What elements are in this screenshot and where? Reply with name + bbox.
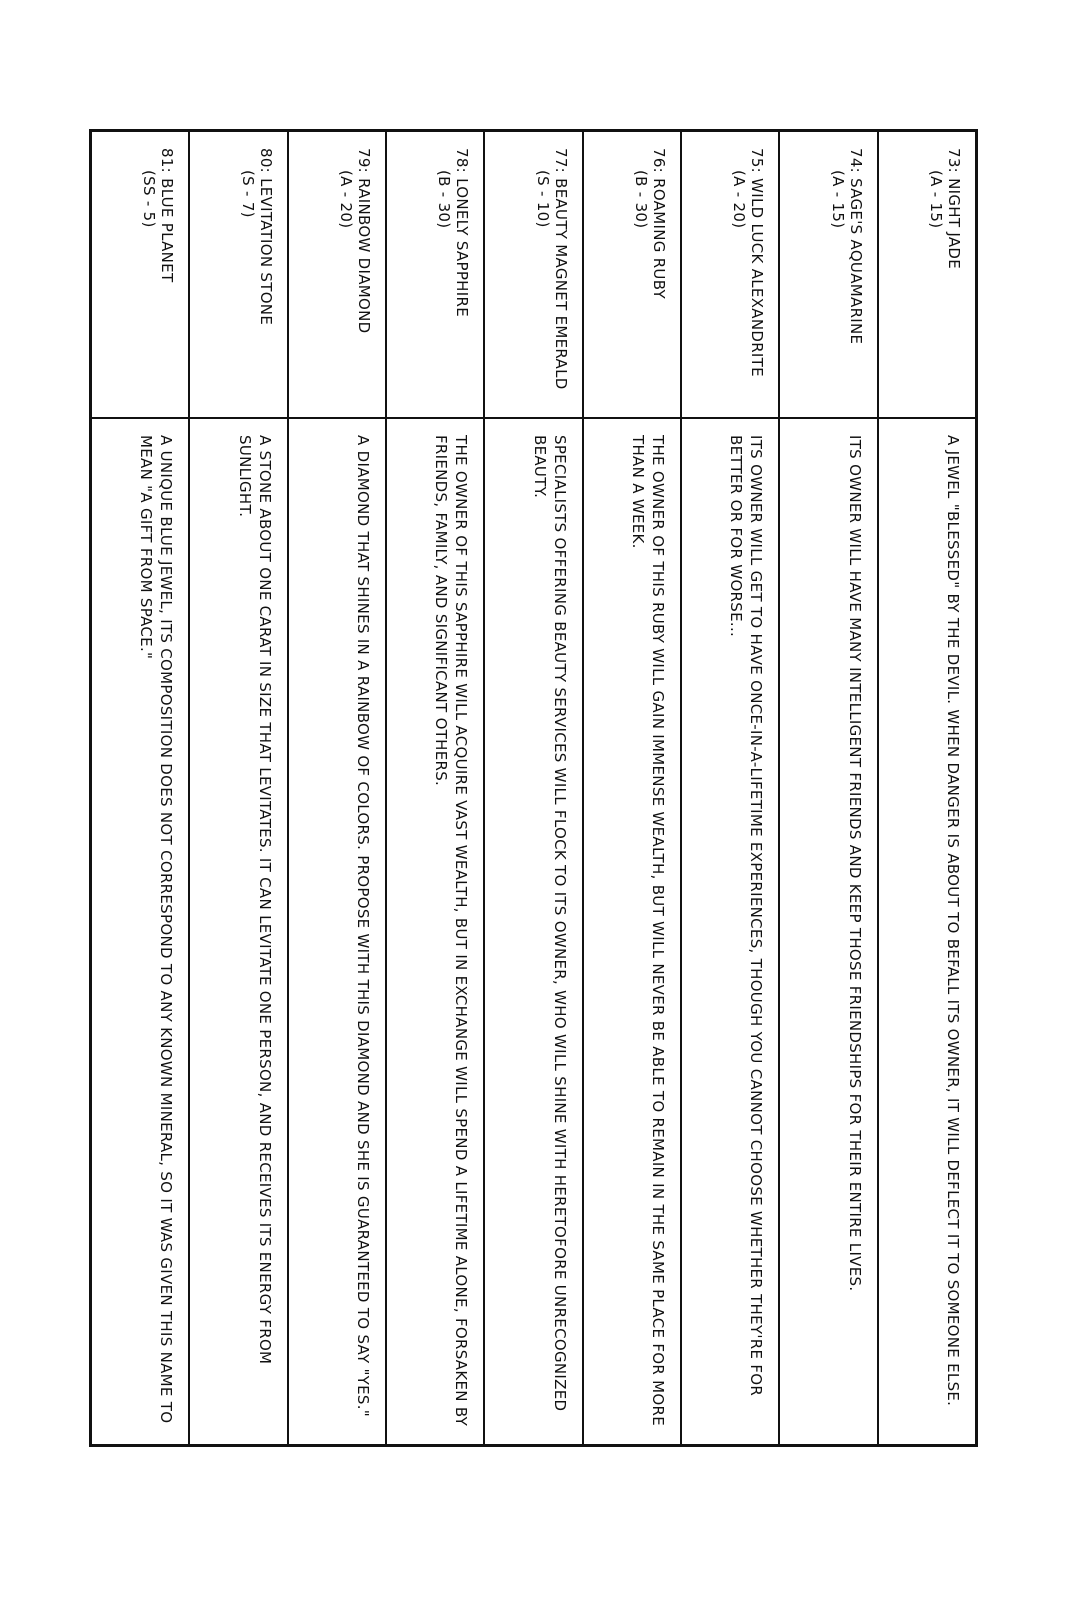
jewel-grade: (B - 30): [632, 170, 651, 229]
jewel-grade: (A - 20): [337, 170, 356, 229]
jewel-table: [89, 129, 978, 1447]
table-row: [582, 132, 680, 1444]
jewel-description: THE OWNER OF THIS SAPPHIRE WILL ACQUIRE VAST WEALTH, BUT IN EXCHANGE WILL SPEND A LIFETIME ALONE, FORSAKEN BY FRIENDS, FAMILY, AND SIGNIFICANT OTHERS.: [432, 435, 471, 1427]
jewel-name-cell: [584, 132, 680, 419]
jewel-description: A DIAMOND THAT SHINES IN A RAINBOW OF COLORS. PROPOSE WITH THIS DIAMOND AND SHE IS GUARANTEED TO SAY "YES.": [354, 435, 373, 1418]
jewel-name-cell: [190, 132, 286, 419]
table-row: [92, 132, 188, 1444]
table-row: [385, 132, 483, 1444]
jewel-name: 81: BLUE PLANET: [158, 148, 177, 283]
jewel-description: A UNIQUE BLUE JEWEL, ITS COMPOSITION DOES NOT CORRESPOND TO ANY KNOWN MINERAL, SO IT WAS GIVEN THIS NAME TO MEAN "A GIFT FROM SPACE.": [137, 435, 176, 1424]
jewel-description: ITS OWNER WILL GET TO HAVE ONCE-IN-A-LIFETIME EXPERIENCES, THOUGH YOU CANNOT CHOOSE WHETHER THEY'RE FOR BETTER OR FOR WORSE...: [727, 435, 766, 1397]
jewel-name: 77: BEAUTY MAGNET EMERALD: [551, 148, 570, 390]
jewel-description: A STONE ABOUT ONE CARAT IN SIZE THAT LEVITATES. IT CAN LEVITATE ONE PERSON, AND RECEIVES ITS ENERGY FROM SUNLIGHT.: [235, 435, 274, 1365]
jewel-grade: (B - 30): [435, 170, 454, 229]
jewel-description: THE OWNER OF THIS RUBY WILL GAIN IMMENSE WEALTH, BUT WILL NEVER BE ABLE TO REMAIN IN THE SAME PLACE FOR MORE THAN A WEEK.: [629, 435, 668, 1427]
table-row: [680, 132, 778, 1444]
jewel-name: 75: WILD LUCK ALEXANDRITE: [748, 148, 767, 377]
jewel-name-cell: [879, 132, 975, 419]
table-row: [877, 132, 975, 1444]
jewel-name-cell: [780, 132, 876, 419]
jewel-name: 74: SAGE'S AQUAMARINE: [846, 148, 865, 345]
jewel-name: 79: RAINBOW DIAMOND: [355, 148, 374, 334]
table-row: [287, 132, 385, 1444]
jewel-name-cell: [682, 132, 778, 419]
jewel-table-container: [89, 129, 978, 1447]
jewel-grade: (A - 15): [927, 170, 945, 229]
table-row: [778, 132, 876, 1444]
jewel-name-cell: [92, 132, 188, 419]
jewel-name-cell: [289, 132, 385, 419]
jewel-name: 78: LONELY SAPPHIRE: [453, 148, 472, 317]
jewel-grade: (S - 10): [533, 170, 552, 228]
jewel-description: ITS OWNER WILL HAVE MANY INTELLIGENT FRIENDS AND KEEP THOSE FRIENDSHIPS FOR THEIR ENTIRE LIVES.: [845, 435, 864, 1292]
jewel-name-cell: [387, 132, 483, 419]
jewel-grade: (S - 7): [238, 170, 257, 218]
table-row: [483, 132, 581, 1444]
jewel-description: SPECIALISTS OFFERING BEAUTY SERVICES WILL FLOCK TO ITS OWNER, WHO WILL SHINE WITH HERETOFORE UNRECOGNIZED BEAUTY.: [530, 435, 569, 1412]
jewel-name: 80: LEVITATION STONE: [256, 148, 275, 326]
jewel-grade: (A - 15): [828, 170, 847, 229]
jewel-description: A JEWEL "BLESSED" BY THE DEVIL. WHEN DANGER IS ABOUT TO BEFALL ITS OWNER, IT WILL DEFLECT IT TO SOMEONE ELSE.: [944, 435, 962, 1407]
jewel-name-cell: [485, 132, 581, 419]
jewel-name: 73: NIGHT JADE: [945, 148, 963, 270]
jewel-grade: (A - 20): [730, 170, 749, 229]
jewel-grade: (SS - 5): [140, 170, 159, 228]
table-row: [188, 132, 286, 1444]
jewel-name: 76: ROAMING RUBY: [650, 148, 669, 299]
